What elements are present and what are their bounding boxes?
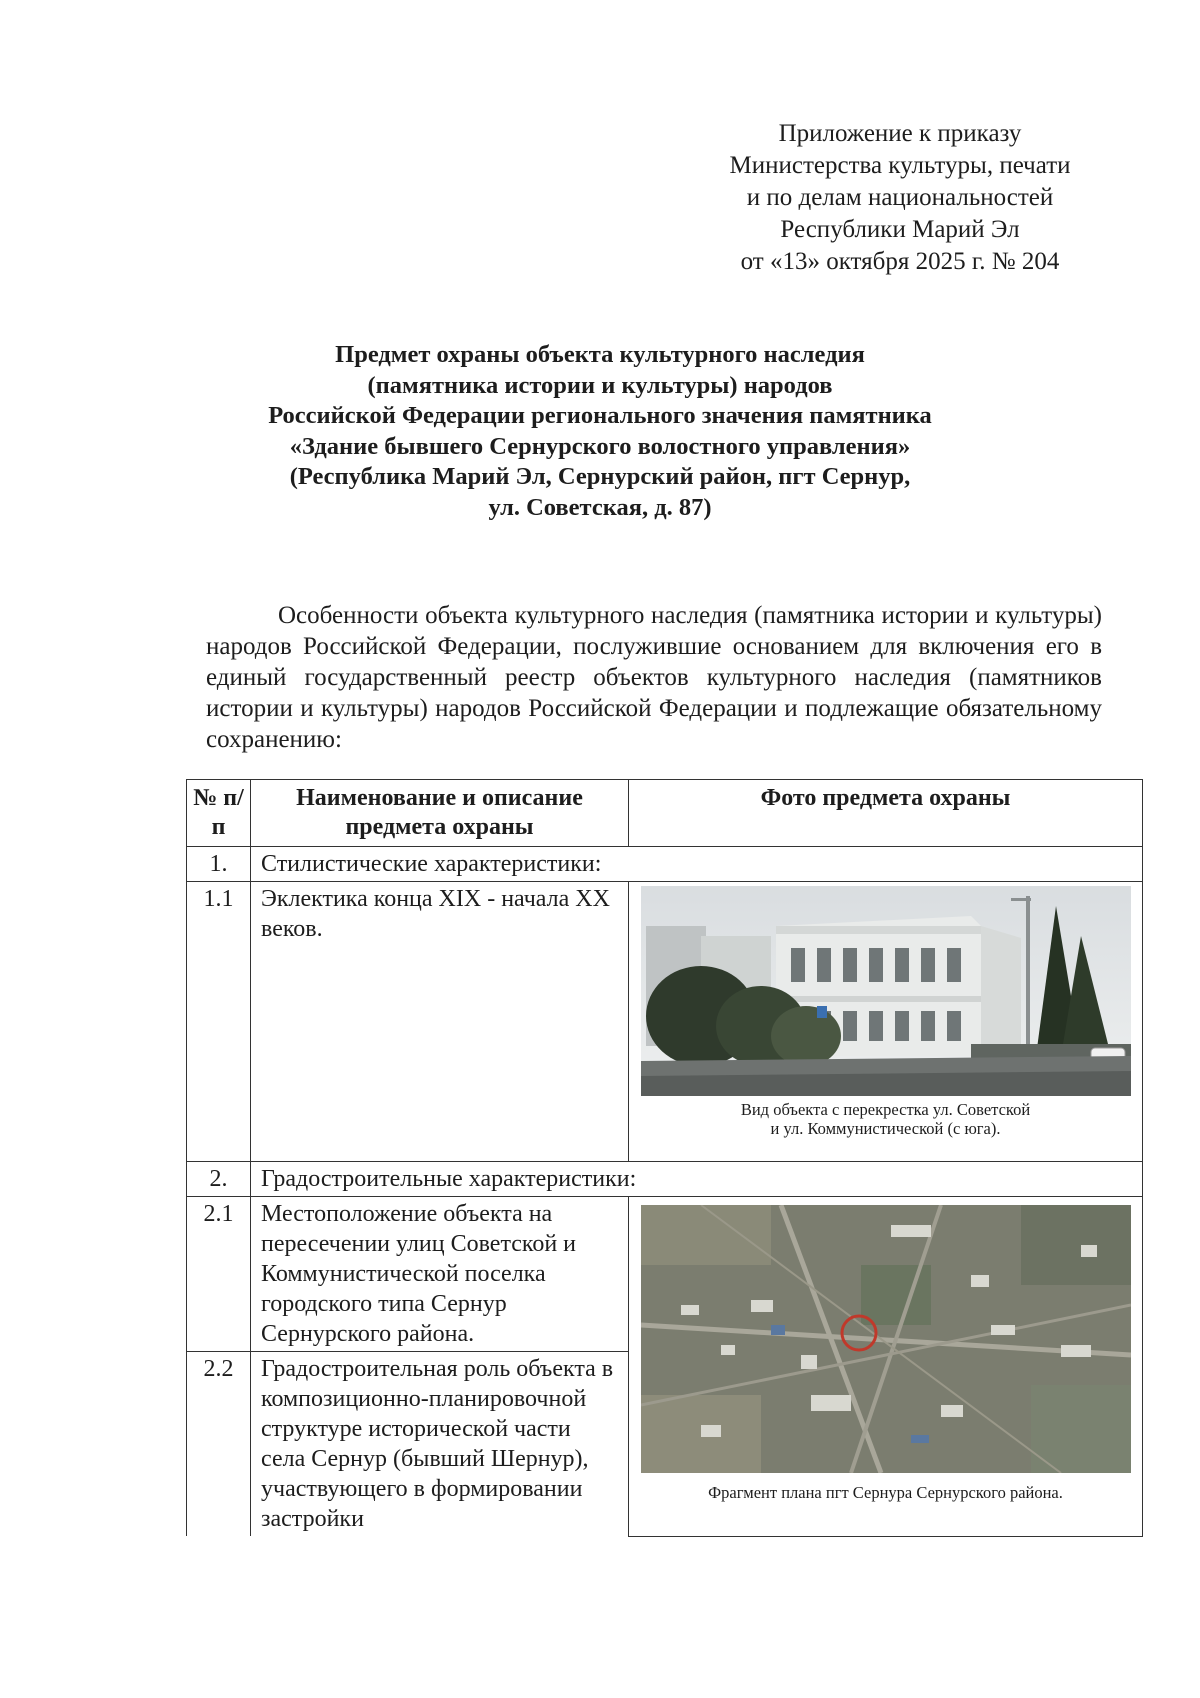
intro-paragraph bbox=[206, 600, 1102, 755]
item-2-caption: Фрагмент плана пгт Сернура Сернурского района. bbox=[708, 1483, 1063, 1502]
item-1-1-text: Эклектика конца XIX - начала XX веков. bbox=[251, 882, 629, 1162]
table-row bbox=[187, 1197, 1143, 1352]
appendix-line-2: Министерства культуры, печати bbox=[729, 152, 1071, 179]
section-2-title: Градостроительные характеристики: bbox=[251, 1162, 1143, 1197]
item-1-1-num: 1.1 bbox=[187, 882, 251, 1162]
title-line-1: Предмет охраны объекта культурного наследия bbox=[335, 341, 865, 368]
document-title bbox=[200, 340, 1000, 523]
table-header-row bbox=[187, 780, 1143, 847]
title-line-6: ул. Советская, д. 87) bbox=[488, 493, 712, 521]
header-num: № п/п bbox=[187, 780, 251, 847]
table-row bbox=[187, 882, 1143, 1162]
caption-line-1: Вид объекта с перекрестка ул. Советской bbox=[740, 1100, 1031, 1119]
title-line-2: (памятника истории и культуры) народов bbox=[367, 371, 833, 399]
item-2-1-num: 2.1 bbox=[187, 1197, 251, 1352]
appendix-line-4: Республики Марий Эл bbox=[780, 216, 1020, 243]
title-line-3: Российской Федерации регионального значения памятника bbox=[268, 402, 932, 429]
aerial-map bbox=[641, 1205, 1131, 1473]
item-2-photo-cell bbox=[629, 1197, 1143, 1537]
section-1-title: Стилистические характеристики: bbox=[251, 847, 1143, 882]
appendix-block bbox=[690, 118, 1110, 278]
building-photo bbox=[641, 886, 1131, 1096]
table-row bbox=[187, 847, 1143, 882]
section-2-num: 2. bbox=[187, 1162, 251, 1197]
section-1-num: 1. bbox=[187, 847, 251, 882]
intro-text: Особенности объекта культурного наследия (памятника истории и культуры) народов Российской Федерации, послужившие основанием для включения его в единый государственный реестр объектов культурного наследия (памятников истории и культуры) народов Российской Федерации и подлежащие обязательному сохранению: bbox=[206, 602, 1102, 753]
table-row bbox=[187, 1162, 1143, 1197]
protection-table bbox=[186, 779, 1143, 1537]
header-name: Наименование и описание предмета охраны bbox=[251, 780, 629, 847]
item-1-1-photo-cell bbox=[629, 882, 1143, 1162]
caption-line-2: и ул. Коммунистической (с юга). bbox=[770, 1119, 1001, 1138]
item-2-2-text: Градостроительная роль объекта в композиционно-планировочной структуре исторической части села Сернур (бывший Шернур), участвующего в формировании застройки bbox=[251, 1352, 629, 1537]
item-2-1-text: Местоположение объекта на пересечении улиц Советской и Коммунистической поселка городского типа Сернур Сернурского района. bbox=[251, 1197, 629, 1352]
item-1-1-caption bbox=[637, 1100, 1134, 1138]
title-line-4: «Здание бывшего Сернурского волостного управления» bbox=[289, 432, 911, 460]
item-2-2-num: 2.2 bbox=[187, 1352, 251, 1537]
title-line-5: (Республика Марий Эл, Сернурский район, пгт Сернур, bbox=[289, 463, 911, 490]
appendix-line-1: Приложение к приказу bbox=[778, 120, 1022, 147]
appendix-line-3: и по делам национальностей bbox=[746, 184, 1054, 211]
header-photo: Фото предмета охраны bbox=[629, 780, 1143, 847]
appendix-line-5: от «13» октября 2025 г. № 204 bbox=[740, 248, 1060, 275]
